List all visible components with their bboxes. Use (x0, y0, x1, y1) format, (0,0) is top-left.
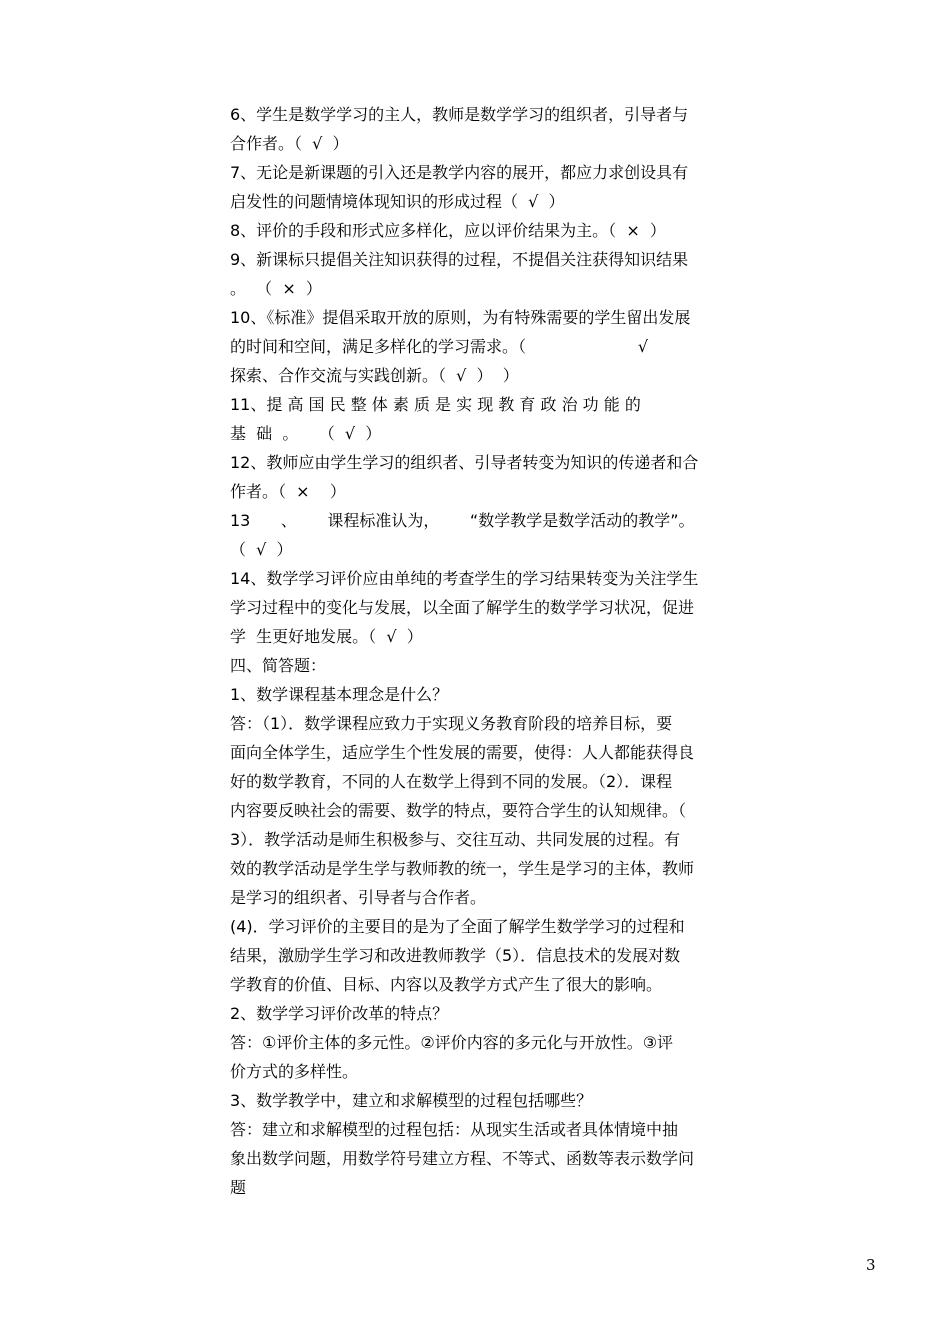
text-line-31: 学教育的价值、目标、内容以及教学方式产生了很大的影响。 (230, 975, 663, 994)
text-line-34: 价方式的多样性。 (230, 1062, 359, 1081)
page-number: 3 (866, 1256, 876, 1274)
text-line-12: 基 础 。 （ √ ） (230, 424, 382, 443)
text-line-37: 象出数学问题，用数学符号建立方程、不等式、函数等表示数学问 (230, 1149, 695, 1168)
text-line-36: 答：建立和求解模型的过程包括：从现实生活或者具体情境中抽 (230, 1120, 679, 1139)
text-line-21: 1、数学课程基本理念是什么？ (230, 685, 449, 704)
text-line-27: 效的教学活动是学生学与教师教的统一，学生是学习的主体，教师 (230, 859, 695, 878)
text-line-11: 11、提 高 国 民 整 体 素 质 是 实 现 教 育 政 治 功 能 的 (230, 395, 641, 414)
section-heading: 四、简答题： (230, 656, 327, 675)
text-line-26: 3）．教学活动是师生积极参与、交往互动、共同发展的过程。有 (230, 830, 681, 849)
document-body (230, 100, 720, 1202)
text-line-4: 启发性的问题情境体现知识的形成过程（ √ ） (230, 192, 565, 211)
text-line-30: 结果，激励学生学习和改进教师教学（5）．信息技术的发展对数 (230, 946, 681, 965)
text-line-38: 题 (230, 1178, 247, 1197)
text-line-2: 合作者。（ √ ） (230, 134, 349, 153)
text-line-13: 12、教师应由学生学习的组织者、引导者转变为知识的传递者和合 (230, 453, 699, 472)
text-line-29: (4)．学习评价的主要目的是为了全面了解学生数学学习的过程和 (230, 917, 685, 936)
text-line-23: 面向全体学生，适应学生个性发展的需要，使得：人人都能获得良 (230, 743, 695, 762)
text-line-9: 的时间和空间，满足多样化的学习需求。（ √ (230, 337, 649, 356)
text-line-5: 8、评价的手段和形式应多样化，应以评价结果为主。（ × ） (230, 221, 666, 240)
text-line-14: 作者。（ × ） (230, 482, 346, 501)
text-line-33: 答：①评价主体的多元性。②评价内容的多元化与开放性。③评 (230, 1033, 674, 1052)
text-line-25: 内容要反映社会的需要、数学的特点，要符合学生的认知规律。（ (230, 801, 687, 820)
text-line-22: 答：（1）．数学课程应致力于实现义务教育阶段的培养目标，要 (230, 714, 673, 733)
text-line-19: 学 生更好地发展。（ √ ） (230, 627, 423, 646)
text-line-32: 2、数学学习评价改革的特点？ (230, 1004, 449, 1023)
text-line-10: 探索、合作交流与实践创新。（ √ ） ） (230, 366, 519, 385)
text-line-28: 是学习的组织者、引导者与合作者。 (230, 888, 487, 907)
text-line-8: 10、《标准》提倡采取开放的原则，为有特殊需要的学生留出发展 (230, 308, 691, 327)
text-line-24: 好的数学教育，不同的人在数学上得到不同的发展。（2）．课程 (230, 772, 673, 791)
text-line-18: 学习过程中的变化与发展，以全面了解学生的数学学习状况，促进 (230, 598, 695, 617)
text-line-6: 9、新课标只提倡关注知识获得的过程，不提倡关注获得知识结果 (230, 250, 689, 269)
text-line-3: 7、无论是新课题的引入还是教学内容的展开，都应力求创设具有 (230, 163, 689, 182)
text-line-15: 13 、 课程标准认为， “数学教学是数学活动的教学”。 (230, 511, 695, 530)
text-line-16: （ √ ） (230, 540, 293, 559)
text-line-35: 3、数学教学中，建立和求解模型的过程包括哪些？ (230, 1091, 593, 1110)
text-line-1: 6、学生是数学学习的主人，教师是数学学习的组织者，引导者与 (230, 105, 689, 124)
text-line-17: 14、数学学习评价应由单纯的考查学生的学习结果转变为关注学生 (230, 569, 699, 588)
text-line-7: 。 （ × ） (230, 279, 322, 298)
